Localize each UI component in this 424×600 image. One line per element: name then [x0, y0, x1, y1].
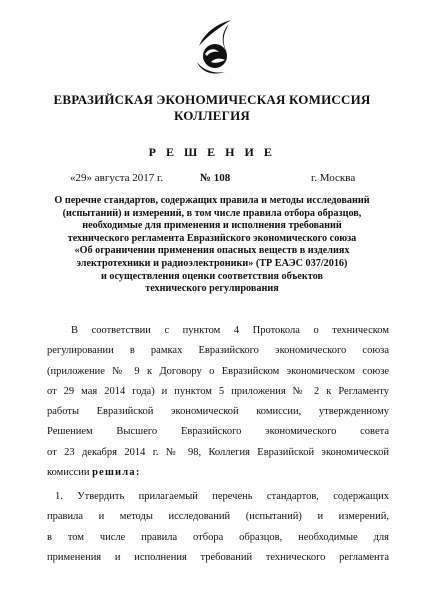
paragraph-line — [47, 463, 389, 483]
title-line: необходимые для применения и исполнения требований — [82, 220, 342, 232]
title-line: (испытаний) и измерений, в том числе правила отбора образцов, — [62, 207, 362, 219]
paragraph-line: от 23 декабря 2014 г. № 98, Коллегия Евразийской экономической — [47, 446, 389, 458]
paragraph-line: от 29 мая 2014 года) и пунктом 5 приложения № 2 к Регламенту — [47, 385, 389, 397]
paragraph-line: в том числе правила отбора образцов, необходимые для — [47, 531, 389, 543]
paragraph-text: комиссии — [47, 467, 93, 479]
title-line: технического регламента Евразийского экономического союза — [67, 232, 357, 244]
organization-body: КОЛЛЕГИЯ — [174, 108, 250, 123]
document-number: № 108 — [200, 172, 231, 184]
document-type: Р Е Ш Е Н И Е — [148, 145, 276, 159]
title-line: «Об ограничении применения опасных веществ в изделиях — [74, 245, 350, 257]
paragraph-line: регулировании в рамках Евразийского экономического союза — [47, 345, 389, 357]
document-title — [40, 195, 384, 296]
paragraph-line: В соответствии с пунктом 4 Протокола о техническом — [71, 325, 389, 336]
paragraph-line: Решением Высшего Евразийского экономического совета — [47, 426, 389, 438]
eec-emblem-icon — [191, 18, 237, 78]
document-city: г. Москва — [311, 172, 356, 184]
organization-name: ЕВРАЗИЙСКАЯ ЭКОНОМИЧЕСКАЯ КОМИССИЯ — [53, 92, 371, 107]
paragraph-line: применения и исполнения требований технического регламента — [47, 551, 389, 563]
document-date: «29» августа 2017 г. — [70, 172, 164, 184]
title-line: технического регулирования — [145, 283, 279, 295]
title-line: О перечне стандартов, содержащих правила и методы исследований — [54, 195, 370, 206]
paragraph-line: работы Евразийской экономической комиссии, утвержденному — [47, 406, 389, 418]
decision-item-1 — [47, 487, 389, 568]
decision-keyword: решила: — [92, 467, 141, 479]
title-line: и осуществления оценки соответствия объектов — [101, 270, 323, 282]
paragraph-line: (приложение № 9 к Договору о Евразийском экономическом союзе — [47, 365, 389, 377]
paragraph-line: правила и методы исследований (испытаний) и измерений, — [47, 511, 389, 523]
preamble-paragraph — [47, 321, 389, 483]
paragraph-line: 1. Утвердить прилагаемый перечень стандартов, содержащих — [55, 491, 389, 502]
title-line: электротехники и радиоэлектроники» (ТР ЕАЭС 037/2016) — [76, 257, 348, 269]
